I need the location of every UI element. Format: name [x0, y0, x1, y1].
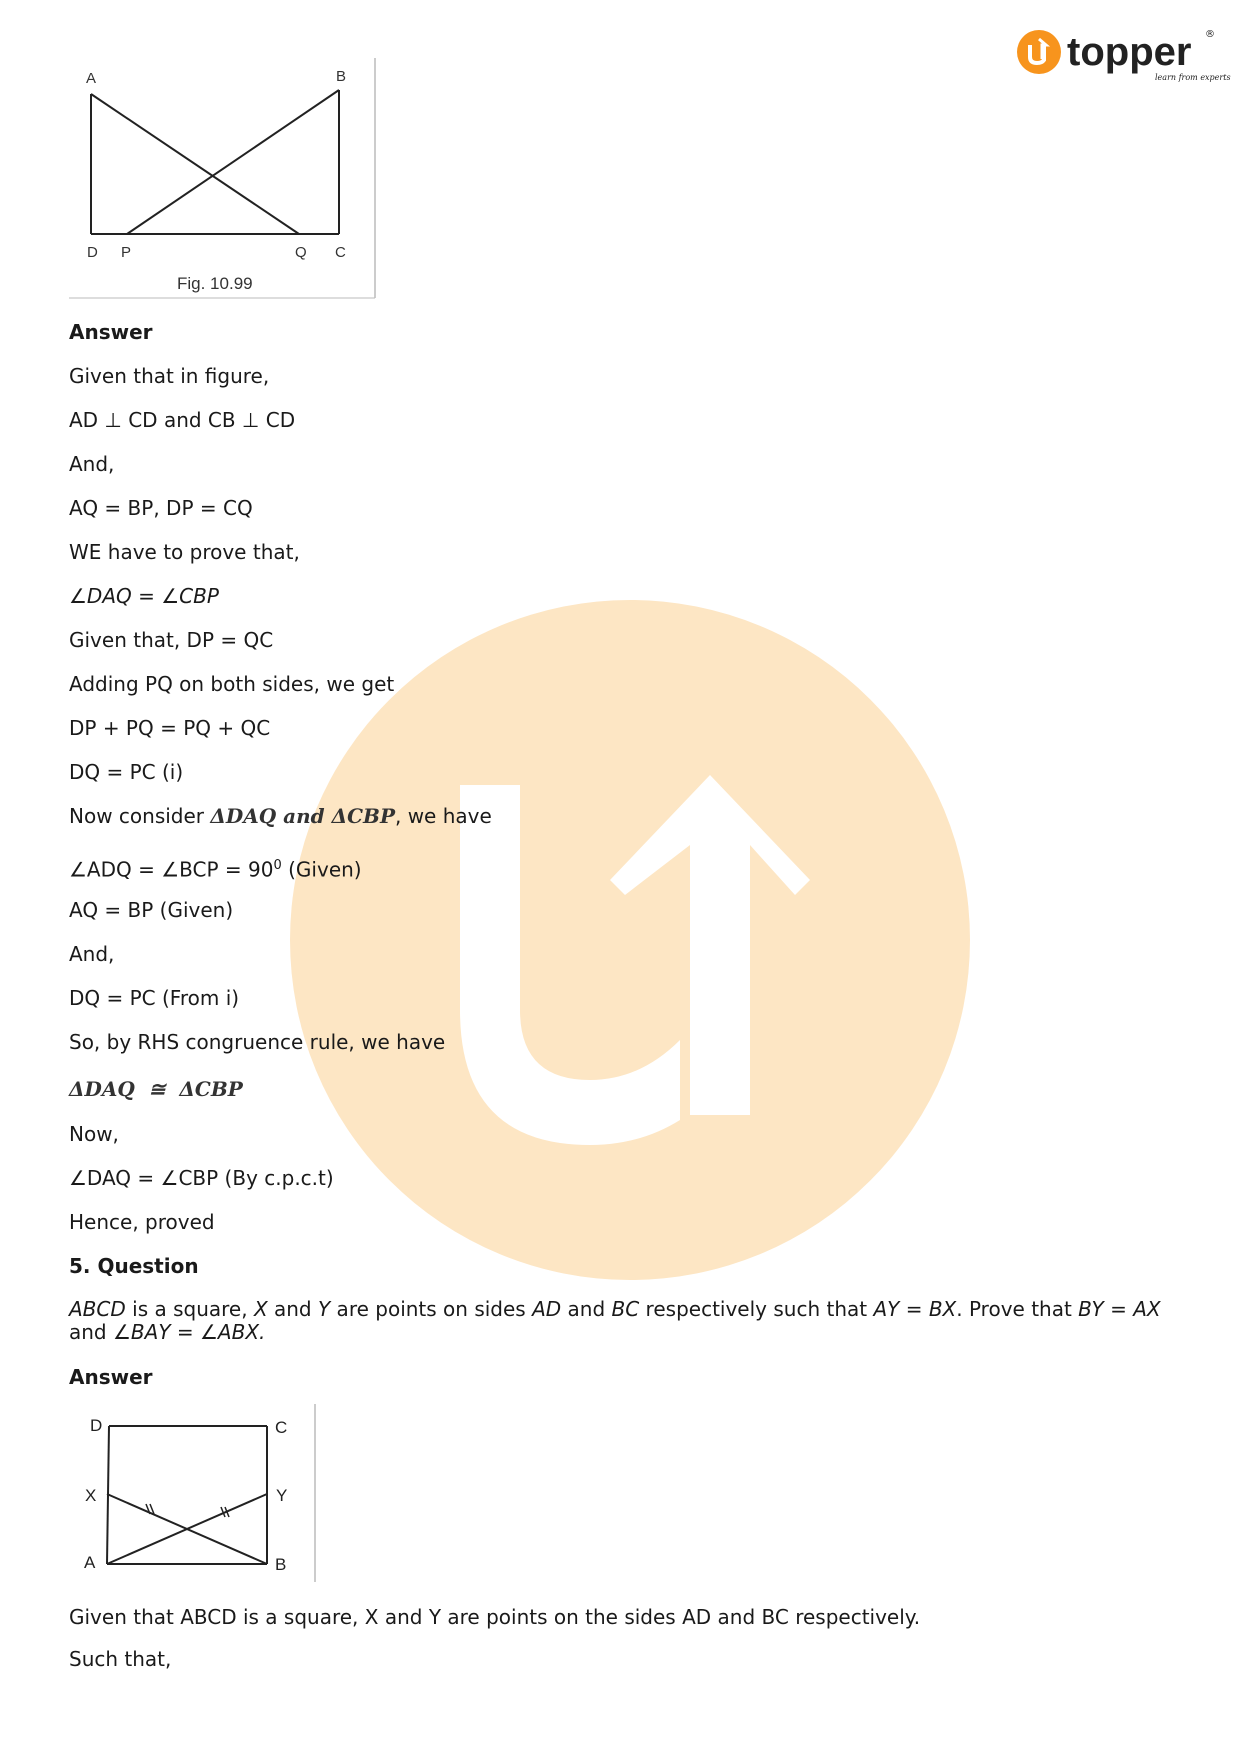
answer-line: Hence, proved — [69, 1210, 215, 1234]
square-figure — [69, 1404, 319, 1586]
question-text: ABCD is a square, X and Y are points on sides AD and BC respectively such that AY = BX. Prove that BY = AX and ∠BAY = ∠ABX. — [69, 1297, 1161, 1344]
label-q: Q — [295, 244, 307, 261]
answer-line: And, — [69, 942, 115, 966]
answer-line: AD ⊥ CD and CB ⊥ CD — [69, 408, 296, 432]
answer-line: And, — [69, 452, 115, 476]
label-y: Y — [276, 1486, 288, 1505]
answer-line: AQ = BP (Given) — [69, 898, 234, 922]
answer-line: Given that, DP = QC — [69, 628, 274, 652]
answer-line: DQ = PC (i) — [69, 760, 184, 784]
figure-caption: Fig. 10.99 — [177, 274, 253, 293]
angle-line: ∠ADQ = ∠BCP = $90^0$ (Given) — [69, 857, 362, 882]
label-d: D — [90, 1416, 103, 1435]
answer-line: WE have to prove that, — [69, 540, 300, 564]
answer-line: Such that, — [69, 1647, 172, 1671]
label-x: X — [85, 1486, 97, 1505]
label-b: B — [336, 68, 347, 85]
logo-tagline: learn from experts — [1155, 73, 1231, 82]
question-heading: 5. Question — [69, 1254, 199, 1278]
answer-line: DP + PQ = PQ + QC — [69, 716, 271, 740]
label-b: B — [275, 1555, 287, 1574]
label-p: P — [121, 244, 132, 261]
consider-math: ΔDAQ and ΔCBP — [210, 804, 395, 828]
answer-line: AQ = BP, DP = CQ — [69, 496, 253, 520]
logo-wordmark: topper — [1067, 30, 1192, 74]
answer-heading: Answer — [69, 320, 153, 344]
answer-line: ∠DAQ = ∠CBP (By c.p.c.t) — [69, 1166, 334, 1190]
figure-10-99 — [69, 58, 379, 301]
answer-line: Adding PQ on both sides, we get — [69, 672, 395, 696]
answer-line: DQ = PC (From i) — [69, 986, 240, 1010]
answer-line: Now, — [69, 1122, 119, 1146]
answer-line: Given that ABCD is a square, X and Y are points on the sides AD and BC respectively. — [69, 1605, 921, 1629]
answer-line: Given that in figure, — [69, 364, 270, 388]
watermark-logo — [290, 600, 970, 1280]
label-a: A — [86, 70, 97, 87]
svg-text:®: ® — [1205, 29, 1215, 40]
answer-line: ∠DAQ = ∠CBP — [69, 584, 219, 608]
topper-logo — [1015, 25, 1231, 95]
label-c: C — [335, 244, 346, 261]
label-a: A — [84, 1553, 96, 1572]
logo-circle-icon — [1017, 30, 1061, 74]
consider-line: Now consider ΔDAQ and ΔCBP, we have — [69, 804, 492, 828]
label-c: C — [275, 1418, 288, 1437]
label-d: D — [87, 244, 98, 261]
congruence-statement: ΔDAQ ≅ ΔCBP — [69, 1077, 243, 1101]
answer-heading: Answer — [69, 1365, 153, 1389]
answer-line: So, by RHS congruence rule, we have — [69, 1030, 446, 1054]
